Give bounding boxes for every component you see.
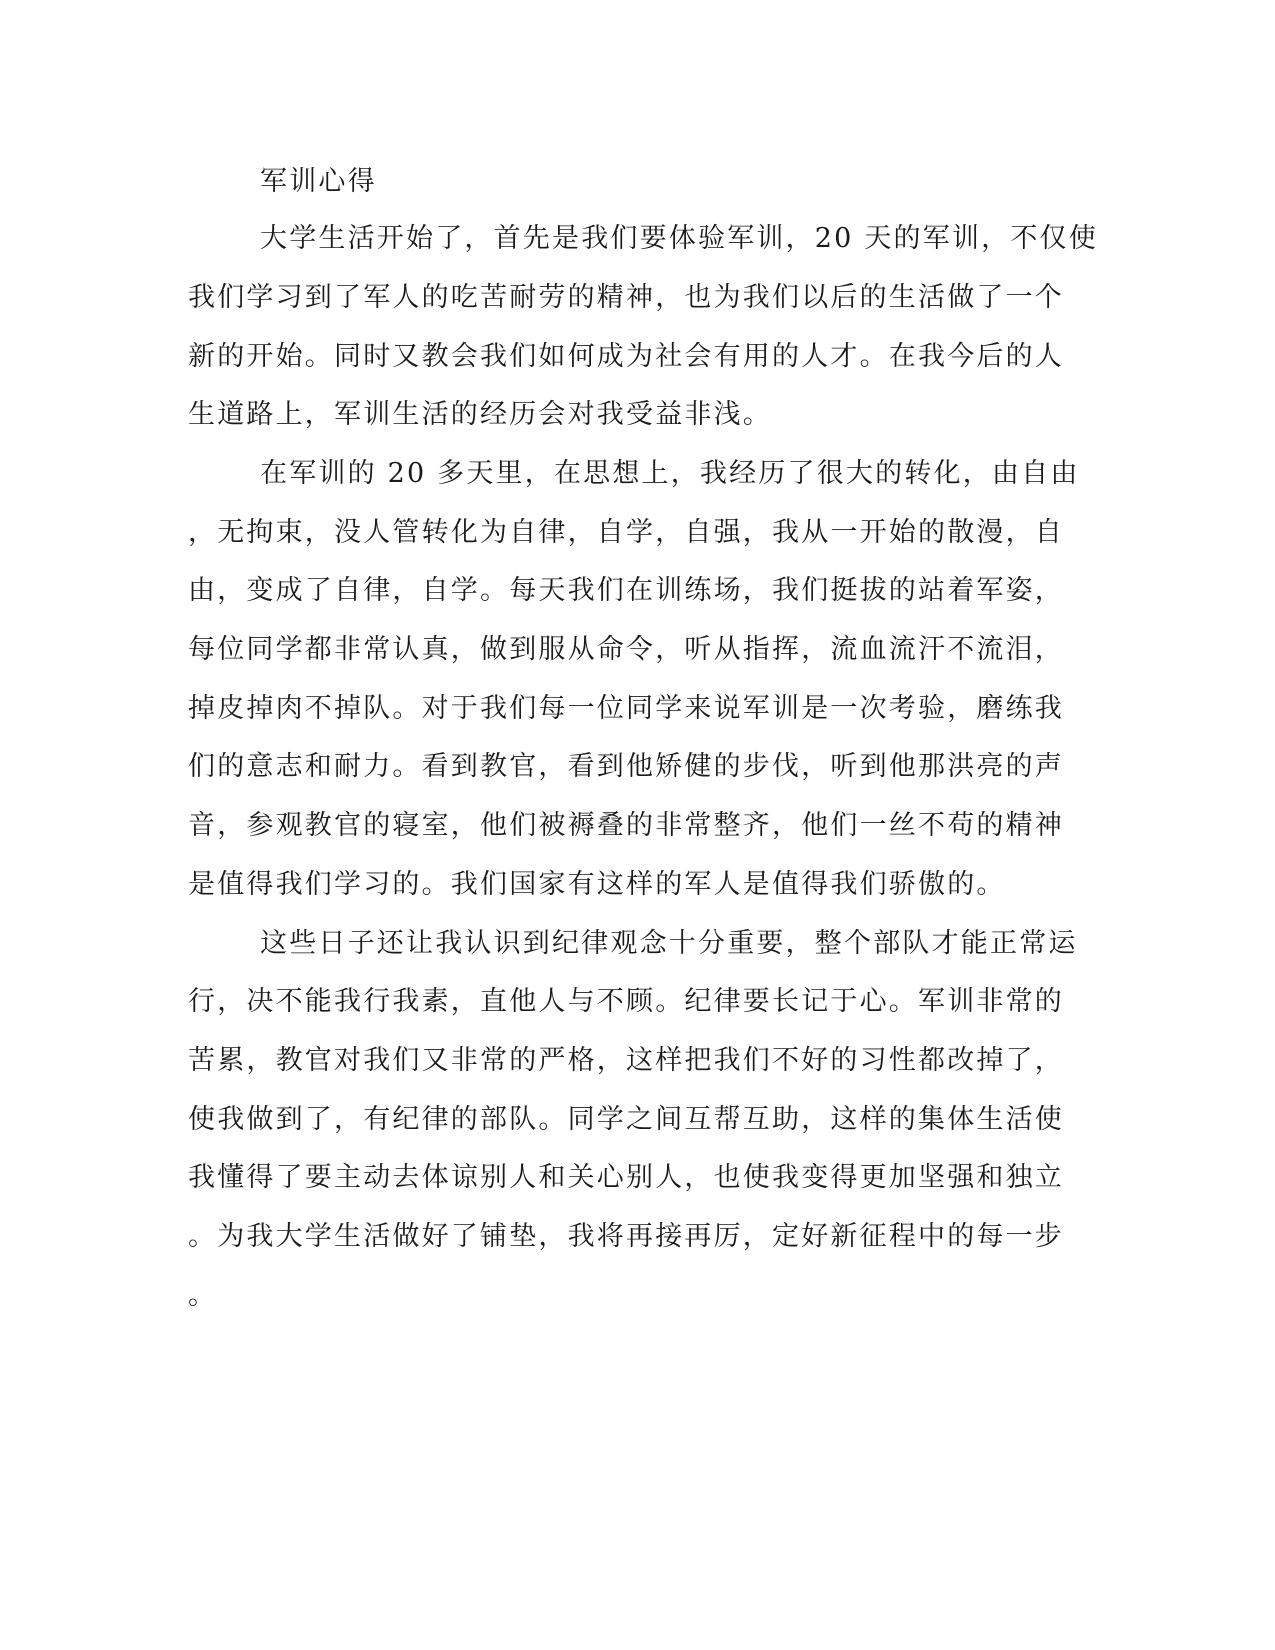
paragraph-2-line-4: 每位同学都非常认真，做到服从命令，听从指挥，流血流汗不流泪，	[188, 634, 1064, 665]
paragraph-1-line-3: 新的开始。同时又教会我们如何成为社会有用的人才。在我今后的人	[188, 341, 1064, 372]
paragraph-3-line-1: 这些日子还让我认识到纪律观念十分重要，整个部队才能正常运	[260, 928, 1078, 959]
paragraph-3-line-4: 使我做到了，有纪律的部队。同学之间互帮互助，这样的集体生活使	[188, 1104, 1064, 1135]
paragraph-2-line-1: 在军训的 20 多天里，在思想上，我经历了很大的转化，由自由	[260, 458, 1080, 489]
paragraph-3-line-5: 我懂得了要主动去体谅别人和关心别人，也使我变得更加坚强和独立	[188, 1162, 1064, 1193]
paragraph-1-line-4: 生道路上，军训生活的经历会对我受益非浅。	[188, 399, 772, 430]
paragraph-2-line-2: ，无拘束，没人管转化为自律，自学，自强，我从一开始的散漫，自	[188, 517, 1064, 548]
paragraph-3-line-7: 。	[188, 1280, 218, 1311]
paragraph-2-line-8: 是值得我们学习的。我们国家有这样的军人是值得我们骄傲的。	[188, 869, 1006, 900]
paragraph-2-line-5: 掉皮掉肉不掉队。对于我们每一位同学来说军训是一次考验，磨练我	[188, 693, 1064, 724]
paragraph-2-line-7: 音，参观教官的寝室，他们被褥叠的非常整齐，他们一丝不苟的精神	[188, 810, 1064, 841]
paragraph-2-line-3: 由，变成了自律，自学。每天我们在训练场，我们挺拔的站着军姿，	[188, 575, 1064, 606]
paragraph-1-line-2: 我们学习到了军人的吃苦耐劳的精神，也为我们以后的生活做了一个	[188, 282, 1064, 313]
paragraph-2-line-6: 们的意志和耐力。看到教官，看到他矫健的步伐，听到他那洪亮的声	[188, 751, 1064, 782]
document-title: 军训心得	[260, 166, 377, 197]
paragraph-3-line-2: 行，决不能我行我素，直他人与不顾。纪律要长记于心。军训非常的	[188, 986, 1064, 1017]
paragraph-3-line-6: 。为我大学生活做好了铺垫，我将再接再厉，定好新征程中的每一步	[188, 1221, 1064, 1252]
paragraph-1-line-1: 大学生活开始了，首先是我们要体验军训，20 天的军训，不仅使	[260, 223, 1098, 254]
paragraph-3-line-3: 苦累，教官对我们又非常的严格，这样把我们不好的习性都改掉了，	[188, 1045, 1064, 1076]
